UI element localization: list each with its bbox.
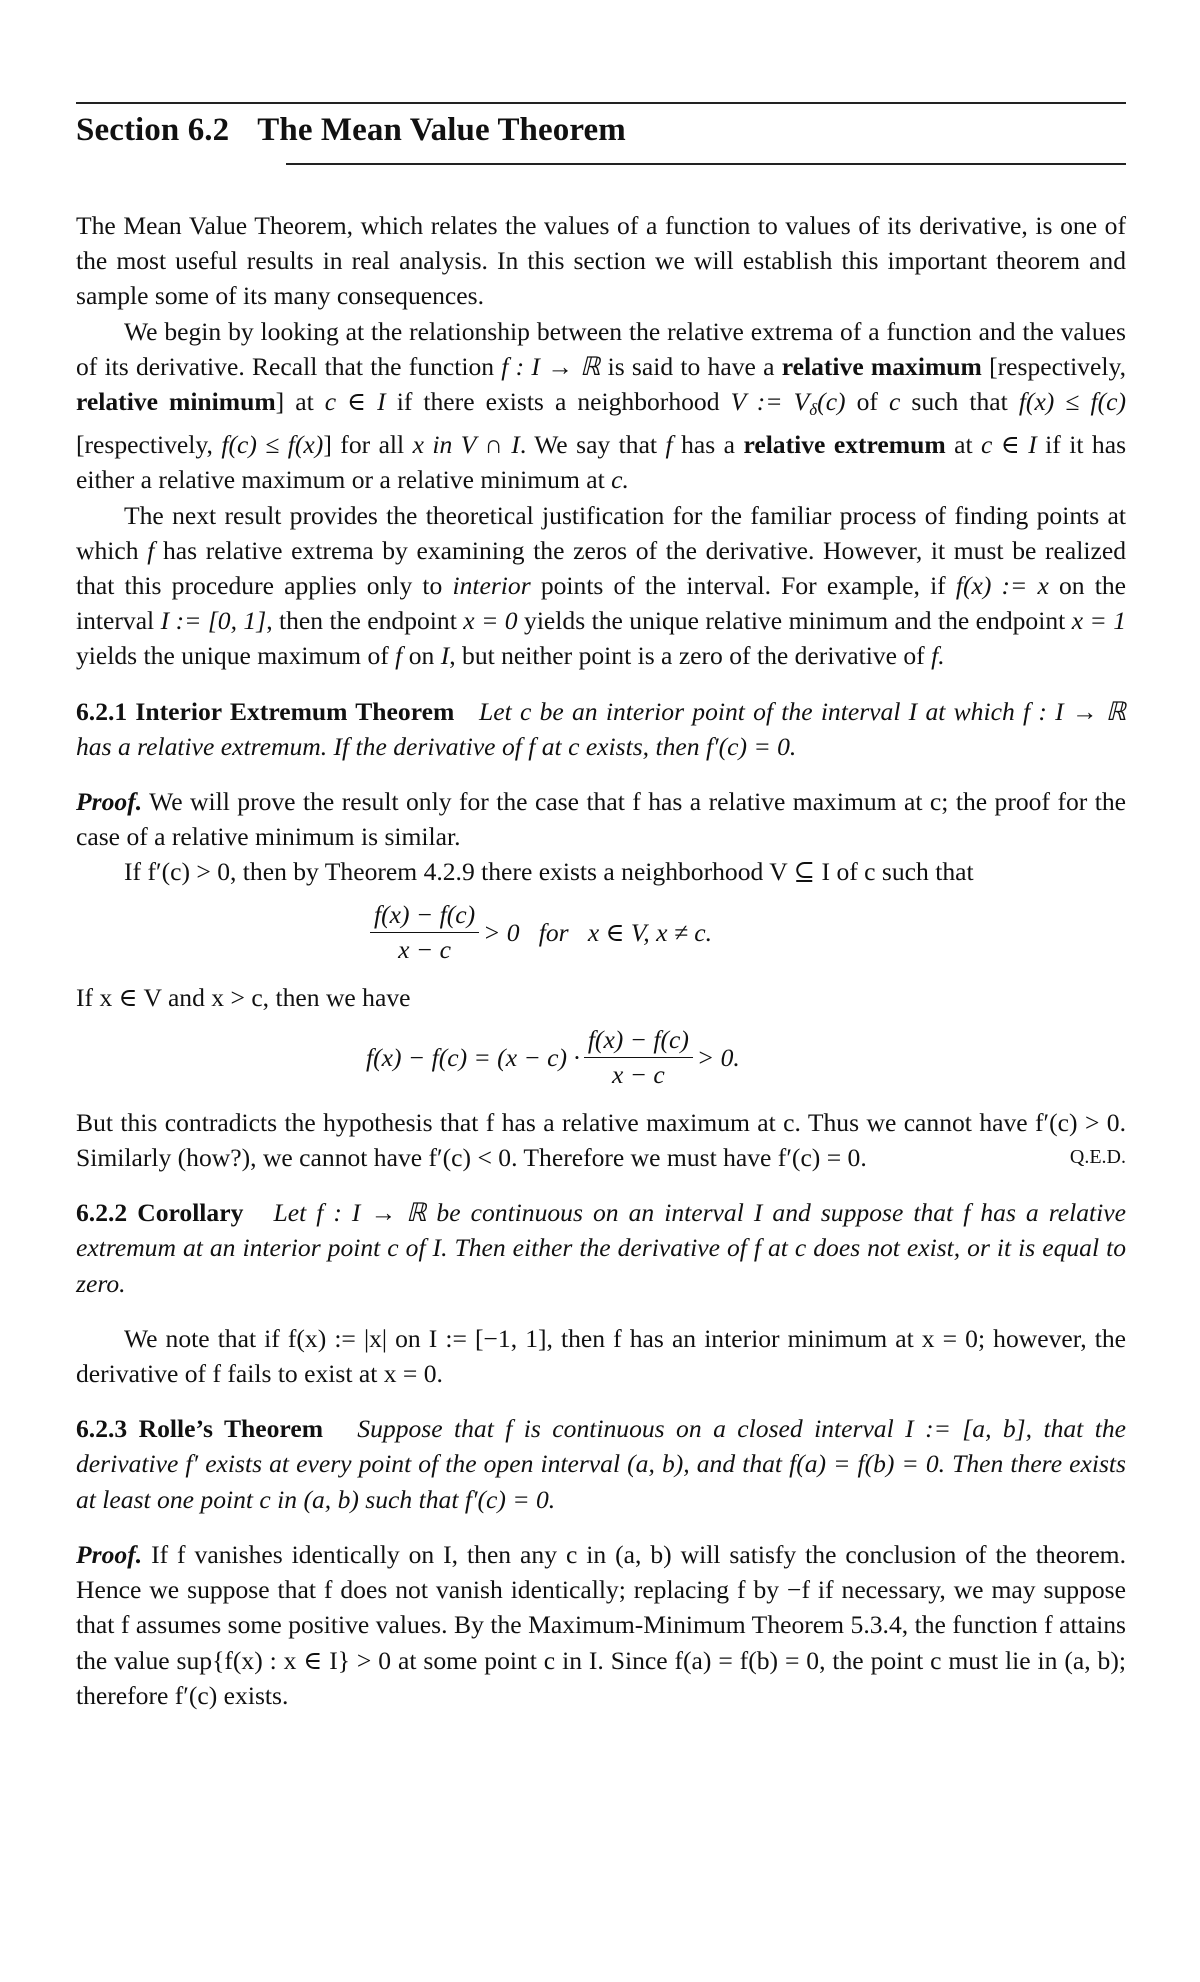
- proof-2-paragraph: Proof. If f vanishes identically on I, then any c in (a, b) will satisfy the conclusion of the theorem. Hence we suppose that f does not vanish identically; replacing f by −f if necessary, we may suppose that f assumes some positive values. By the Maximum-Minimum Theorem 5.3.4, the function f attains the value sup{f(x) : x ∈ I} > 0 at some point c in I. Since f(a) = f(b) = 0, the point c must lie in (a, b); therefore f′(c) exists.: [76, 1539, 1126, 1710]
- corollary-note: We note that if f(x) := |x| on I := [−1, 1], then f has an interior minimum at x = 0; however, the derivative of f fails to exist at x = 0.: [76, 1323, 1126, 1389]
- header-rule-bottom: [286, 163, 1126, 165]
- theorem-6-2-3-statement: Suppose that f is continuous on a closed interval I := [a, b], that the derivative f′ exists at every point of the open interval (a, b), and that f(a) = f(b) = 0. Then there exists at least one point c in (a, b) such that f′(c) = 0.: [76, 1414, 1126, 1514]
- intro-paragraph-2: We begin by looking at the relationship between the relative extrema of a function and the values of its derivative. Recall that the function f : I → ℝ is said to have a relative maximum [respectively, relative minimum] at c ∈ I if there exists a neighborhood V := $V_\delta(c)$ of c such that f(x) ≤ f(c) [respectively, f(c) ≤ f(x)] for all x in V ∩ I. We say that f has a relative extremum at c ∈ I if it has either a relative maximum or a relative minimum at c.: [76, 316, 1127, 495]
- term-relative-extremum: relative extremum: [743, 430, 946, 460]
- theorem-6-2-1: [76, 694, 1126, 764]
- intro-paragraph-1: The Mean Value Theorem, which relates the values of a function to values of its derivative, is one of the most useful results in real analysis. In this section we will establish this important theorem and sample some of its many consequences.: [76, 211, 1126, 311]
- theorem-6-2-1-label: 6.2.1 Interior Extremum Theorem: [76, 696, 455, 726]
- equation-1-denominator: x − c: [398, 934, 451, 964]
- theorem-6-2-3: [76, 1411, 1126, 1517]
- proof-1-paragraph-2: If f′(c) > 0, then by Theorem 4.2.9 there exists a neighborhood V ⊆ I of c such that: [124, 857, 974, 887]
- equation-2-numerator: f(x) − f(c): [584, 1025, 693, 1058]
- equation-2-denominator: x − c: [611, 1059, 665, 1089]
- section-heading: [76, 112, 626, 149]
- term-relative-minimum: relative minimum: [76, 387, 276, 417]
- header-rule-top: [76, 102, 1126, 104]
- qed-mark: Q.E.D.: [1069, 1146, 1126, 1169]
- proof-1-paragraph-1: Proof. We will prove the result only for the case that f has a relative maximum at c; the proof for the case of a relative minimum is similar.: [76, 787, 1126, 852]
- equation-1-condition: > 0 for x ∈ V, x ≠ c.: [483, 917, 713, 947]
- section-body: [76, 208, 1126, 1713]
- proof-1-label: Proof.: [76, 787, 143, 817]
- theorem-6-2-1-statement: Let c be an interior point of the interval I at which f : I → ℝ has a relative extremum. If the derivative of f at c exists, then f′(c) = 0.: [76, 696, 1126, 761]
- proof-1-paragraph-3: If x ∈ V and x > c, then we have: [76, 982, 411, 1012]
- equation-2: [76, 1019, 1126, 1101]
- corollary-6-2-2-label: 6.2.2 Corollary: [76, 1198, 244, 1228]
- proof-2-label: Proof.: [76, 1539, 143, 1569]
- equation-2-right: > 0.: [696, 1042, 740, 1072]
- proof-1-paragraph-4: But this contradicts the hypothesis that f has a relative maximum at c. Thus we cannot have f′(c) > 0. Similarly (how?), we cannot have f′(c) < 0. Therefore we must have f′(c) = 0. Q.E.D.: [76, 1105, 1126, 1175]
- equation-1-numerator: f(x) − f(c): [370, 900, 479, 933]
- section-title: The Mean Value Theorem: [257, 112, 626, 148]
- section-number: Section 6.2: [76, 112, 230, 148]
- theorem-6-2-3-label: 6.2.3 Rolle’s Theorem: [76, 1414, 324, 1444]
- corollary-6-2-2-statement: Let f : I → ℝ be continuous on an interval I and suppose that f has a relative extremum at an interior point c of I. Then either the derivative of f at c does not exist, or it is equal to zero.: [76, 1198, 1126, 1298]
- corollary-6-2-2: [76, 1195, 1126, 1301]
- equation-1: [76, 894, 1126, 976]
- term-interior: interior: [452, 571, 531, 601]
- intro-paragraph-3: The next result provides the theoretical justification for the familiar process of finding points at which f has relative extrema by examining the zeros of the derivative. However, it must be realized that this procedure applies only to interior points of the interval. For example, if f(x) := x on the interval I := [0, 1], then the endpoint x = 0 yields the unique relative minimum and the endpoint x = 1 yields the unique maximum of f on I, but neither point is a zero of the derivative of f.: [76, 500, 1126, 671]
- equation-2-left: f(x) − f(c) = (x − c) ·: [366, 1042, 580, 1072]
- term-relative-maximum: relative maximum: [781, 351, 982, 381]
